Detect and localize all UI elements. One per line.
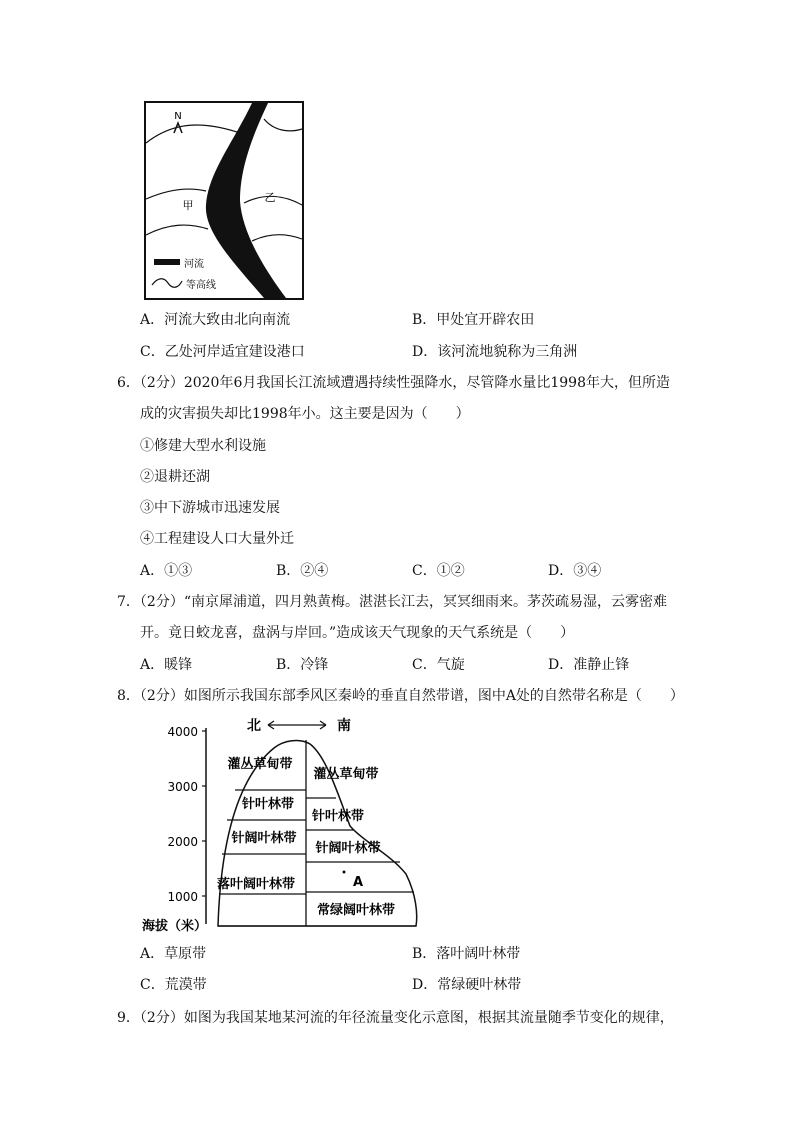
q7-stem-line2: 开。竟日蛟龙喜，盘涡与岸回。”造成该天气现象的天气系统是（ ） (140, 625, 575, 641)
q9-stem-line1: 9．（2分）如图为我国某地某河流的年径流量变化示意图，根据其流量随季节变化的规律， (117, 1010, 674, 1026)
south-zone-label: 针叶林带 (311, 809, 365, 824)
q7-option-d: D．准静止锋 (548, 657, 630, 673)
south-zone-label: A (352, 875, 364, 890)
north-label: N (174, 111, 182, 122)
q6-item-4: ④工程建设人口大量外迁 (140, 531, 294, 547)
vertical-zone-diagram (142, 714, 430, 938)
q7-option-c: C．气旋 (412, 657, 465, 673)
y-tick-label: 1000 (167, 890, 198, 904)
q7-option-a: A．暖锋 (140, 657, 193, 673)
q6-item-3: ③中下游城市迅速发展 (140, 500, 280, 516)
q7-option-b: B．冷锋 (276, 657, 329, 673)
q8-option-a: A．草原带 (140, 946, 207, 962)
q8-stem-line1: 8．（2分）如图所示我国东部季风区秦岭的垂直自然带谱，图中A处的自然带名称是（ ） (117, 688, 684, 704)
q6-stem-line1: 6．（2分）2020年6月我国长江流域遭遇持续性强降水，尽管降水量比1998年大，但所造 (117, 375, 670, 391)
q8-option-b: B．落叶阔叶林带 (412, 946, 521, 962)
q7-stem-line1: 7．（2分）“南京犀浦道，四月熟黄梅。湛湛长江去，冥冥细雨来。茅茨疏易湿，云雾密难 (117, 594, 667, 610)
q8-option-d: D．常绿硬叶林带 (412, 977, 522, 993)
q6-option-b: B．②④ (276, 563, 329, 579)
direction-south: 南 (337, 718, 351, 734)
point-a-marker (343, 871, 346, 874)
direction-north: 北 (247, 718, 261, 734)
q8-option-c: C．荒漠带 (140, 977, 207, 993)
q6-option-d: D．③④ (548, 563, 602, 579)
q6-stem-line2: 成的灾害损失却比1998年小。这主要是因为（ ） (140, 406, 470, 422)
y-tick-label: 3000 (167, 780, 198, 794)
q5-option-b: B．甲处宜开辟农田 (412, 312, 535, 328)
north-zone-label: 针阔叶林带 (231, 831, 297, 846)
q6-option-c: C．①② (412, 563, 465, 579)
legend-river-swatch (154, 259, 180, 265)
label-jia: 甲 (182, 199, 194, 212)
legend-river-label: 河流 (184, 259, 204, 270)
q5-option-a: A．河流大致由北向南流 (140, 312, 291, 328)
axis-label: 海拔（米） (142, 919, 208, 934)
legend-contour-label: 等高线 (186, 280, 216, 291)
label-yi: 乙 (264, 191, 276, 204)
south-zone-label: 针阔叶林带 (315, 841, 381, 856)
south-zone-label: 灌丛草甸带 (313, 767, 379, 782)
south-zone-label: 常绿阔叶林带 (316, 903, 396, 918)
y-tick-label: 4000 (167, 725, 198, 739)
q6-item-1: ①修建大型水利设施 (140, 438, 266, 454)
q6-item-2: ②退耕还湖 (140, 469, 210, 485)
q6-option-a: A．①③ (140, 563, 193, 579)
q5-option-c: C．乙处河岸适宜建设港口 (140, 344, 305, 360)
river-contour-map (144, 101, 304, 300)
y-tick-label: 2000 (167, 835, 198, 849)
north-zone-label: 灌丛草甸带 (227, 757, 293, 772)
north-zone-label: 落叶阔叶林带 (216, 877, 296, 892)
q5-option-d: D．该河流地貌称为三角洲 (412, 344, 578, 360)
double-arrow-icon (268, 721, 326, 729)
north-zone-label: 针叶林带 (241, 797, 295, 812)
